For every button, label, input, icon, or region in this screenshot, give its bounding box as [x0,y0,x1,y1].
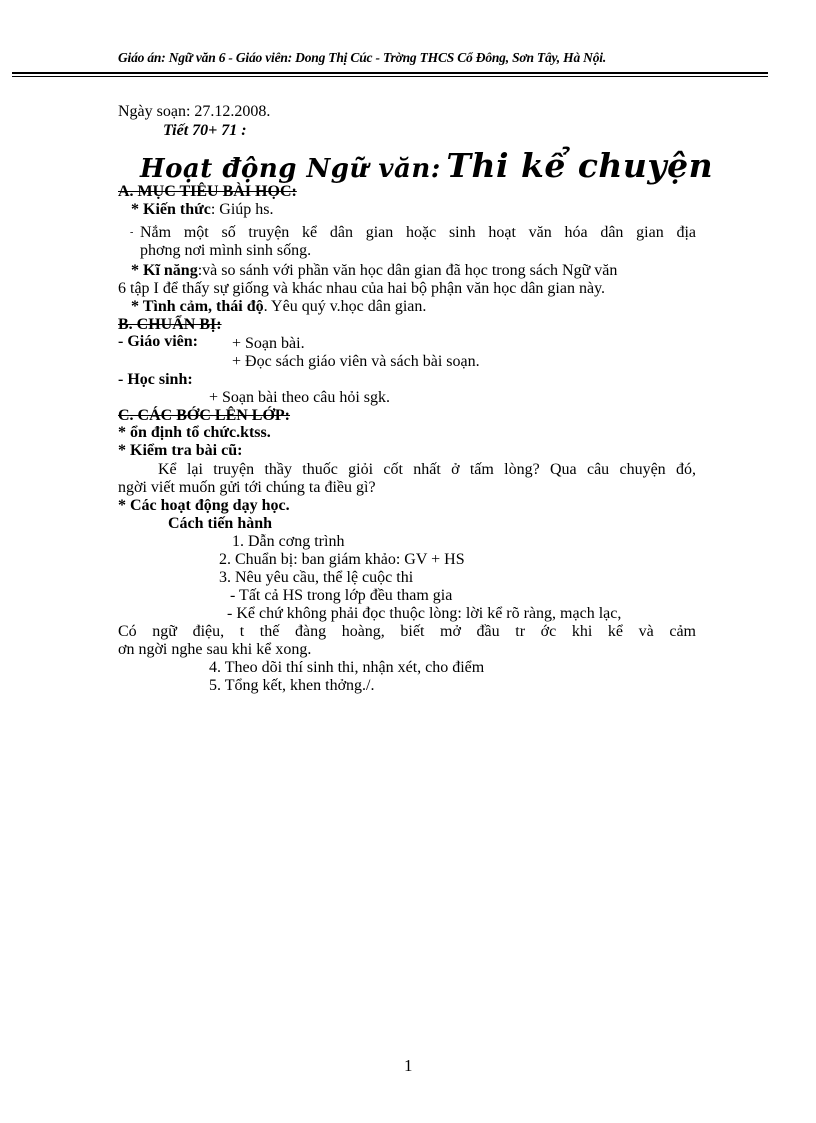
step-4: 4. Theo dõi thí sinh thi, nhận xét, cho điểm [209,659,485,676]
teacher-label: - Giáo viên: [118,333,198,350]
step-2: 2. Chuẩn bị: ban giám khảo: GV + HS [219,551,465,568]
knowledge-text: : Giúp hs. [210,201,274,218]
step-3-sub-2-line1: - Kể chứ không phải đọc thuộc lòng: lời kể rõ ràng, mạch lạc, [227,605,622,622]
skill-text: :và so sánh với phần văn học dân gian đã học trong sách Ngữ văn [197,262,618,279]
stabilize-line: * ổn định tổ chức.ktss. [118,424,271,441]
procedure-label: Cách tiến hành [168,515,273,532]
title-part1: Hoạt động Ngữ văn: [140,154,441,184]
knowledge-bullet-line2: phơng nơi mình sinh sống. [140,242,312,259]
section-b-heading: B. CHUẨN BỊ: [118,316,222,333]
student-label: - Học sinh: [118,371,193,388]
page-number: 1 [404,1056,413,1075]
attitude-text: . Yêu quý v.học dân gian. [263,298,427,315]
check-label: * Kiểm tra bài cũ: [118,442,243,459]
knowledge-label: * Kiến thức [131,201,211,218]
lesson-number: Tiết 70+ 71 : [163,122,247,139]
title-part2: Thi kể chuyện [446,146,714,185]
header-rule-thick [12,72,768,74]
date-line: Ngày soạn: 27.12.2008. [118,103,271,120]
activities-label: * Các hoạt động dạy học. [118,497,290,514]
skill-line2: 6 tập I để thấy sự giống và khác nhau của hai bộ phận văn học dân gian này. [118,280,606,297]
header-rule-thin [12,76,768,77]
attitude-line [131,298,426,316]
step-3-sub-2-line3: ơn ngời nghe sau khi kể xong. [118,641,312,658]
knowledge-bullet-line1: Nắm một số truyện kể dân gian hoặc sinh hoạt văn hóa dân gian địa [140,224,696,241]
attitude-label: * Tình cảm, thái độ [131,298,264,315]
section-a-heading: A. MỤC TIÊU BÀI HỌC: [118,183,297,200]
page-header: Giáo án: Ngữ văn 6 - Giáo viên: Dong Thị Cúc - Trờng THCS Cổ Đông, Sơn Tây, Hà Nội. [118,50,607,65]
check-question-line1: Kể lại truyện thầy thuốc giỏi cốt nhất ở tấm lòng? Qua câu chuyện đó, [158,461,696,478]
skill-line1 [131,262,617,280]
student-item-1: + Soạn bài theo câu hỏi sgk. [209,389,390,406]
skill-label: * Kĩ năng [131,262,198,279]
section-c-heading: C. CÁC BỚC LÊN LỚP: [118,407,291,424]
check-question-line2: ngời viết muốn gửi tới chúng ta điều gì? [118,479,376,496]
bullet-marker: - [130,227,134,238]
lesson-title [140,146,713,185]
teacher-item-1: + Soạn bài. [232,335,305,352]
teacher-item-2: + Đọc sách giáo viên và sách bài soạn. [232,353,480,370]
step-3-sub-2-line2: Có ngữ điệu, t thế đàng hoàng, biết mở đầu tr ớc khi kể và cảm [118,623,696,640]
step-5: 5. Tổng kết, khen thởng./. [209,677,375,694]
knowledge-line [131,201,274,219]
step-1: 1. Dẫn cơng trình [232,533,345,550]
step-3-sub-1: - Tất cả HS trong lớp đều tham gia [230,587,453,604]
step-3: 3. Nêu yêu cầu, thể lệ cuộc thi [219,569,414,586]
